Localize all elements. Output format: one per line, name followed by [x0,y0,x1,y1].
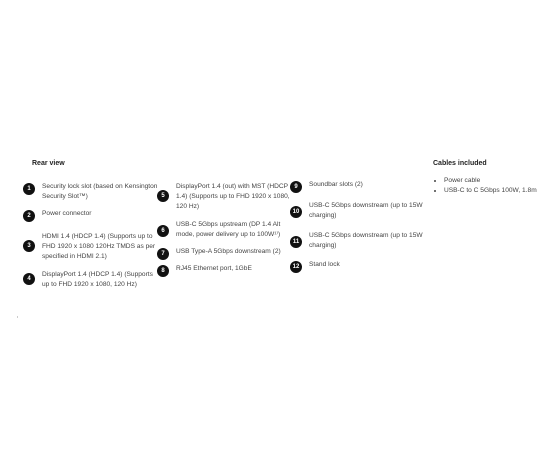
rear-view-column-2 [157,182,291,277]
port-item [23,270,158,290]
rear-view-column-3 [290,180,425,273]
cables-included-list [434,176,550,196]
port-description: USB Type-A 5Gbps downstream (2) [176,248,281,255]
port-description: USB-C 5Gbps upstream (DP 1.4 Alt mode, power delivery up to 100W¹⁾) [176,221,281,238]
port-description: Security lock slot (based on Kensington Security Slot™) [42,183,158,200]
port-item [157,264,291,277]
cable-list-item: • USB-C to C 5Gbps 100W, 1.8m [444,186,550,196]
port-number-badge: 2 [23,210,35,222]
port-number-badge: 1 [23,183,35,195]
port-item [23,209,158,232]
port-description: RJ45 Ethernet port, 1GbE [176,265,252,272]
port-item [23,232,158,270]
port-number-badge: 7 [157,248,169,260]
port-item [290,231,425,260]
port-item [157,220,291,247]
port-number-badge: 9 [290,181,302,193]
port-description: DisplayPort 1.4 (out) with MST (HDCP 1.4) (Supports up to FHD 1920 x 1080, 120 Hz) [176,183,290,210]
cables-included-heading: Cables included [433,160,487,167]
edge-mark [17,316,18,318]
cable-list-item: • Power cable [444,176,550,186]
port-item [23,182,158,209]
port-number-badge: 12 [290,261,302,273]
port-description: DisplayPort 1.4 (HDCP 1.4) (Supports up to FHD 1920 x 1080, 120 Hz) [42,271,153,288]
port-number-badge: 6 [157,225,169,237]
port-description: HDMI 1.4 (HDCP 1.4) (Supports up to FHD 1920 x 1080 120Hz TMDS as per specified in HDMI 2.1) [42,233,156,260]
port-description: Power connector [42,210,92,217]
port-description: USB-C 5Gbps downstream (up to 15W charging) [309,232,423,249]
port-description: Stand lock [309,261,340,268]
port-number-badge: 3 [23,240,35,252]
port-description: USB-C 5Gbps downstream (up to 15W charging) [309,202,423,219]
port-number-badge: 8 [157,265,169,277]
port-number-badge: 4 [23,273,35,285]
port-item [157,182,291,220]
rear-view-heading: Rear view [32,160,65,167]
port-number-badge: 11 [290,236,302,248]
port-description: Soundbar slots (2) [309,181,363,188]
port-item [290,201,425,231]
rear-view-column-1 [23,182,158,290]
port-item [157,247,291,264]
port-item [290,260,425,273]
port-number-badge: 5 [157,190,169,202]
port-number-badge: 10 [290,206,302,218]
port-item [290,180,425,201]
